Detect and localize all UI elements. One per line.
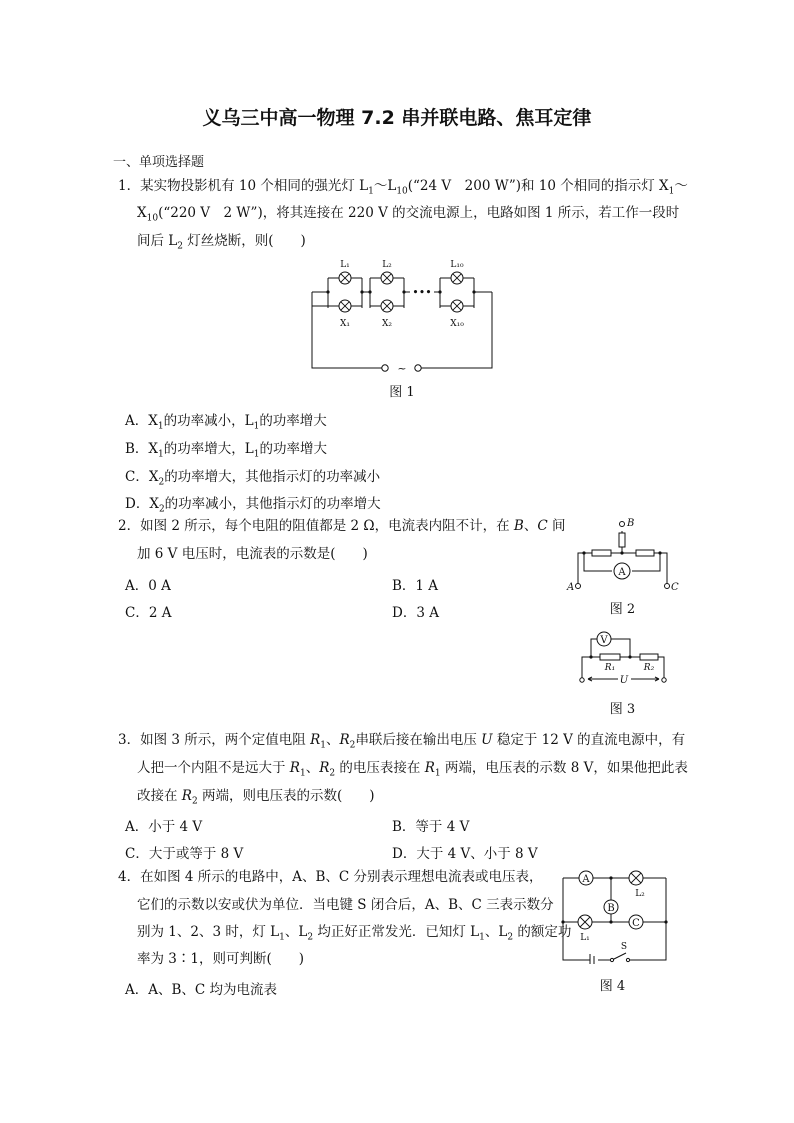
q4-option-A[interactable]: A．A、B、C 均为电流表 [125,982,278,998]
fig4-meter-A-label: A [582,874,590,885]
fig1-label-X2: X₂ [381,319,393,329]
q2-option-B[interactable]: B．1 A [392,578,439,594]
q3-option-C[interactable]: C．大于或等于 8 V [125,846,244,862]
fig4-meter-C-label: C [632,918,640,929]
question-4-line-3: 别为 1、2、3 时，灯 $L_1$、$L_2$ 均正好正常发光．已知灯 $L_1$、$L_2$ 的额定功 [137,924,572,943]
figure-1-caption: 图 1 [389,385,415,400]
question-3-line-3: 改接在 $R_2$ 两端，则电压表的示数( ) [137,788,375,807]
fig1-label-L10: L₁₀ [450,260,464,270]
figure-2-caption: 图 2 [609,602,636,617]
q1-option-B[interactable]: B．$X_1$的功率增大，$L_1$的功率增大 [125,441,327,460]
fig2-label-A: A [567,582,575,593]
fig3-label-R1: R₁ [604,663,616,673]
q2-option-D[interactable]: D．3 A [392,605,439,621]
figure-3-circuit [574,627,674,687]
fig4-label-L1: L₁ [580,933,590,943]
question-4-line-4: 率为 3∶1，则可判断( ) [137,951,305,967]
figure-3-caption: 图 3 [609,702,636,717]
q2-option-A[interactable]: A．0 A [125,578,171,594]
fig1-label-X1: X₁ [339,319,351,329]
figure-4-circuit [560,864,670,964]
q2-option-C[interactable]: C．2 A [125,605,172,621]
q3-option-B[interactable]: B．等于 4 V [392,819,470,835]
question-2-line-1: 2．如图 2 所示，每个电阻的阻值都是 2 Ω，电流表内阻不计，在 B、C 间 [118,518,566,534]
q1-option-C[interactable]: C．$X_2$的功率增大，其他指示灯的功率减小 [125,469,381,488]
figure-4-caption: 图 4 [599,979,626,994]
fig3-voltmeter-label: V [600,635,608,646]
q1-option-D[interactable]: D．$X_2$的功率减小，其他指示灯的功率增大 [125,496,381,515]
ac-terminal-left [382,365,388,371]
fig1-label-L1: L₁ [340,260,350,270]
figure-1-circuit [302,256,502,376]
question-1-line-1: 1．某实物投影机有 10 个相同的强光灯 $L_1\sim L_{10}(“24$ V 200 W”)和 10 个相同的指示灯 $X_1\sim$ [118,178,688,197]
fig3-label-U: U [619,675,629,686]
q3-option-D[interactable]: D．大于 4 V、小于 8 V [392,846,538,862]
fig1-dots: ••• [412,286,432,299]
question-1-line-3: 间后 $L_2$ 灯丝烧断，则( ) [137,233,306,252]
fig3-label-R2: R₂ [643,663,655,673]
section-heading: 一、单项选择题 [113,155,205,170]
fig4-label-L2: L₂ [635,889,645,899]
fig1-ac-symbol: ~ [397,362,407,375]
question-3-line-2: 人把一个内阻不是远大于 $R_1$、$R_2$ 的电压表接在 $R_1$ 两端，电压表的示数 8 V，如果他把此表 [137,760,688,779]
fig1-label-X10: X₁₀ [450,319,464,329]
figure-2-circuit [564,513,684,593]
fig1-label-L2: L₂ [382,260,392,270]
q1-option-A[interactable]: A．$X_1$的功率减小，$L_1$的功率增大 [125,413,327,432]
fig4-meter-B-label: B [607,903,615,914]
page-title: 义乌三中高一物理 7.2 串并联电路、焦耳定律 [202,107,592,129]
question-2-line-2: 加 6 V 电压时，电流表的示数是( ) [137,546,368,562]
fig2-label-B: B [627,518,635,529]
ac-terminal-right [415,365,421,371]
fig4-label-S: S [620,942,628,952]
fig2-meter-label: A [618,567,626,578]
question-4-line-1: 4．在如图 4 所示的电路中，A、B、C 分别表示理想电流表或电压表， [118,869,543,885]
question-1-line-2: $X_{10}(“220$ V 2 W”)，将其连接在 220 V 的交流电源上，电路如图 1 所示，若工作一段时 [137,205,680,224]
q3-option-A[interactable]: A．小于 4 V [125,819,203,835]
fig2-label-C: C [671,582,679,593]
question-4-line-2: 它们的示数以安或伏为单位．当电键 S 闭合后，A、B、C 三表示数分 [137,897,554,913]
question-3-line-1: 3．如图 3 所示，两个定值电阻 $R_1$、$R_2$串联后接在输出电压 U 稳定于 12 V 的直流电源中，有 [118,732,686,751]
